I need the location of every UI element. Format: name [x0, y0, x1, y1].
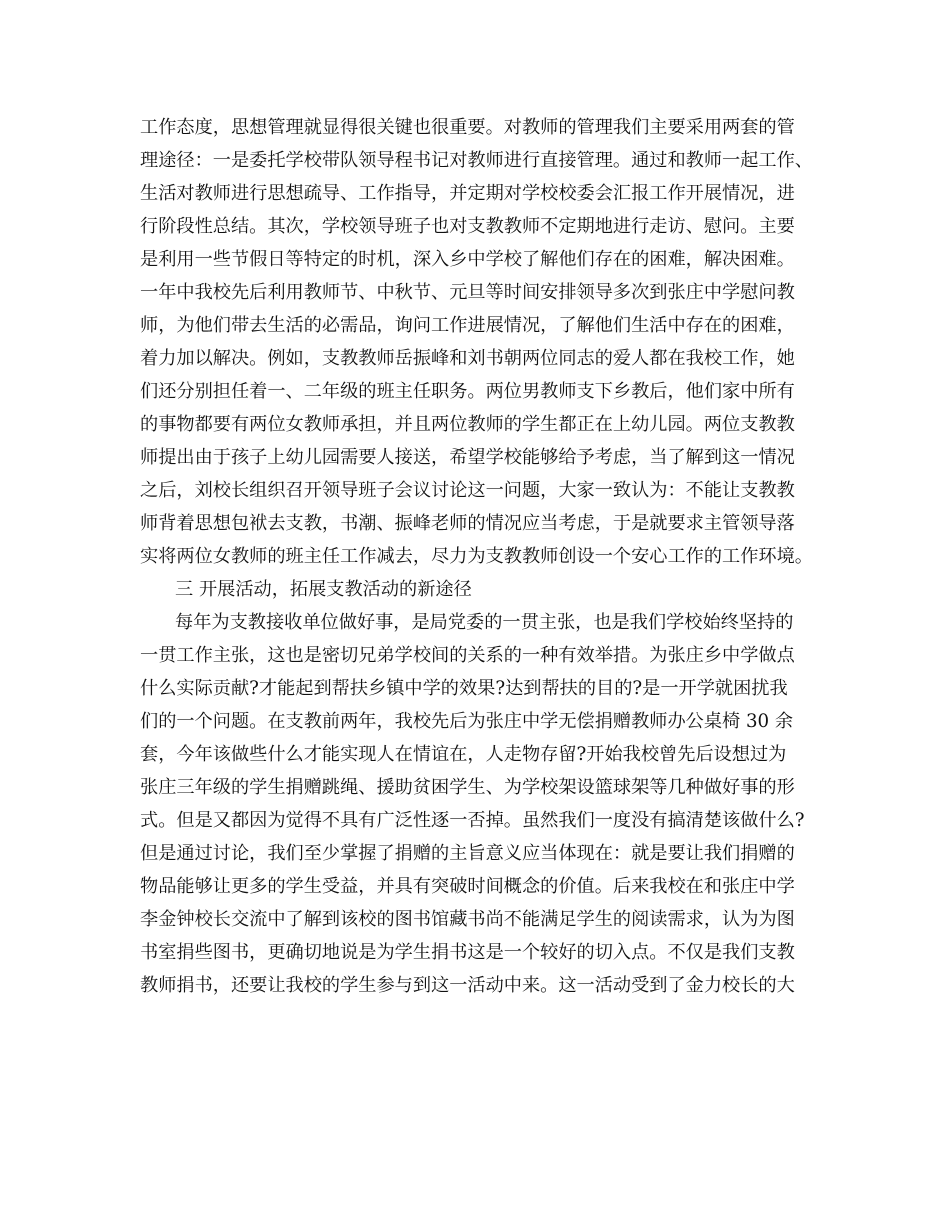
text-line: 之后，刘校长组织召开领导班子会议讨论这一问题，大家一致认为：不能让支教教: [140, 480, 795, 501]
text-line: 但是通过讨论，我们至少掌握了捐赠的主旨意义应当体现在：就是要让我们捐赠的: [140, 843, 795, 864]
text-line: 物品能够让更多的学生受益，并具有突破时间概念的价值。后来我校在和张庄中学: [140, 876, 795, 897]
text-line: 三 开展活动，拓展支教活动的新途径: [175, 579, 472, 600]
text-line: 式。但是又都因为觉得不具有广泛性逐一否掉。虽然我们一度没有搞清楚该做什么?: [140, 810, 805, 831]
text-line: 张庄三年级的学生捐赠跳绳、援助贫困学生、为学校架设篮球架等几种做好事的形: [140, 777, 795, 798]
text-line: 的事物都要有两位女教师承担，并且两位教师的学生都正在上幼儿园。两位支教教: [140, 414, 795, 435]
text-line: 套，今年该做些什么才能实现人在情谊在，人走物存留?开始我校曾先后设想过为: [140, 744, 787, 765]
text-line: 一贯工作主张，这也是密切兄弟学校间的关系的一种有效举措。为张庄乡中学做点: [140, 645, 795, 666]
text-line: 师提出由于孩子上幼儿园需要人接送，希望学校能够给予考虑，当了解到这一情况: [140, 447, 795, 468]
text-line: 生活对教师进行思想疏导、工作指导，并定期对学校校委会汇报工作开展情况，进: [140, 183, 795, 204]
text-line: 教师捐书，还要让我校的学生参与到这一活动中来。这一活动受到了金力校长的大: [140, 975, 795, 996]
text-line: 实将两位女教师的班主任工作减去，尽力为支教教师创设一个安心工作的工作环境。: [140, 546, 813, 567]
text-line: 着力加以解决。例如，支教教师岳振峰和刘书朝两位同志的爱人都在我校工作，她: [140, 348, 795, 369]
text-line: 理途径：一是委托学校带队领导程书记对教师进行直接管理。通过和教师一起工作、: [140, 150, 813, 171]
text-line: 师，为他们带去生活的必需品，询问工作进展情况，了解他们生活中存在的困难，: [140, 315, 795, 336]
text-line: 们的一个问题。在支教前两年，我校先后为张庄中学无偿捐赠教师办公桌椅 30 余: [140, 711, 794, 732]
text-line: 行阶段性总结。其次，学校领导班子也对支教教师不定期地进行走访、慰问。主要: [140, 216, 795, 237]
text-line: 师背着思想包袱去支教，书潮、振峰老师的情况应当考虑，于是就要求主管领导落: [140, 513, 795, 534]
text-line: 书室捐些图书，更确切地说是为学生捐书这是一个较好的切入点。不仅是我们支教: [140, 942, 795, 963]
text-line: 李金钟校长交流中了解到该校的图书馆藏书尚不能满足学生的阅读需求，认为为图: [140, 909, 795, 930]
text-line: 每年为支教接收单位做好事，是局党委的一贯主张，也是我们学校始终坚持的: [175, 612, 794, 633]
text-line: 们还分别担任着一、二年级的班主任职务。两位男教师支下乡教后，他们家中所有: [140, 381, 795, 402]
text-line: 什么实际贡献?才能起到帮扶乡镇中学的效果?达到帮扶的目的?是一开学就困扰我: [140, 678, 788, 699]
text-line: 工作态度，思想管理就显得很关键也很重要。对教师的管理我们主要采用两套的管: [140, 117, 795, 138]
text-line: 是利用一些节假日等特定的时机，深入乡中学校了解他们存在的困难，解决困难。: [140, 249, 795, 270]
text-line: 一年中我校先后利用教师节、中秋节、元旦等时间安排领导多次到张庄中学慰问教: [140, 282, 795, 303]
